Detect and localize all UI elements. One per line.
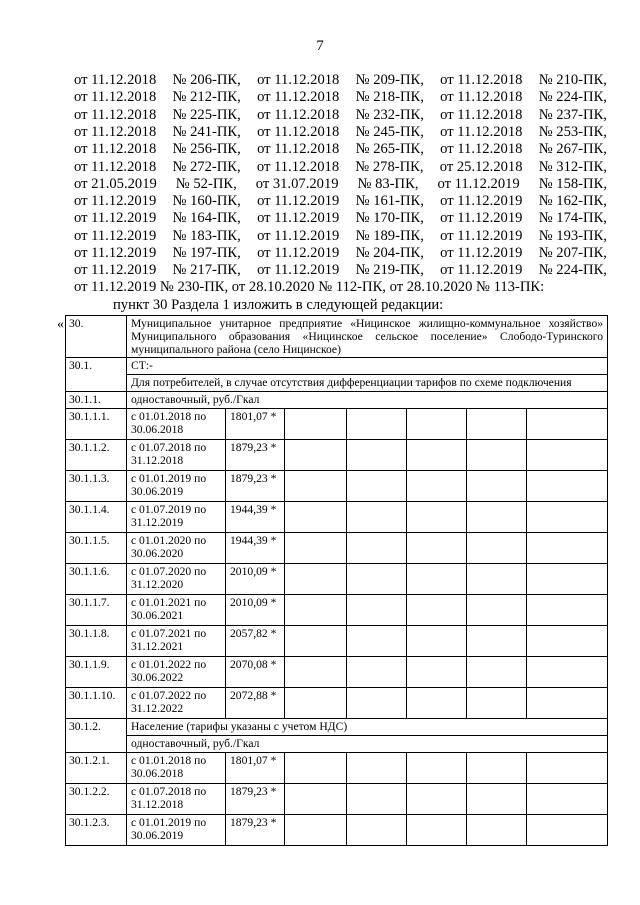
order-date: от 11.12.2019 xyxy=(257,227,340,244)
order-date: от 11.12.2019 xyxy=(257,210,340,227)
empty-cell xyxy=(347,533,407,564)
empty-cell xyxy=(467,533,527,564)
tariff-value: 1879,23 * xyxy=(226,784,285,815)
empty-cell xyxy=(527,409,608,440)
period-cell: с 01.01.2019 по 30.06.2019 xyxy=(127,815,226,846)
order-number: № 224-ПК, xyxy=(538,89,607,106)
empty-cell xyxy=(467,753,527,784)
tariff-table xyxy=(65,315,608,846)
empty-cell xyxy=(347,753,407,784)
order-date: от 11.12.2019 xyxy=(74,262,157,279)
empty-cell xyxy=(407,502,467,533)
tariff-row xyxy=(66,784,608,815)
row-number: 30.1.2. xyxy=(66,719,127,753)
tariff-row xyxy=(66,595,608,626)
order-number: № 164-ПК, xyxy=(172,210,241,227)
order-number: № 210-ПК, xyxy=(538,72,607,88)
row-number: 30.1.1.3. xyxy=(66,471,127,502)
empty-cell xyxy=(285,753,347,784)
empty-cell xyxy=(467,688,527,719)
tariff-row xyxy=(66,815,608,846)
order-date: от 11.12.2019 xyxy=(440,193,523,210)
order-date: от 11.12.2018 xyxy=(74,106,157,123)
tariff-value: 1801,07 * xyxy=(226,409,285,440)
empty-cell xyxy=(467,595,527,626)
order-number: № 225-ПК, xyxy=(172,106,241,123)
empty-cell xyxy=(407,440,467,471)
order-date: от 11.12.2019 xyxy=(440,262,523,279)
order-date: от 11.12.2019 xyxy=(440,245,523,261)
order-date: от 11.12.2019 xyxy=(440,210,523,227)
empty-cell xyxy=(347,440,407,471)
empty-cell xyxy=(347,688,407,719)
empty-cell xyxy=(285,626,347,657)
empty-cell xyxy=(285,688,347,719)
order-date: от 25.12.2018 xyxy=(439,158,523,175)
order-number: № 193-ПК, xyxy=(538,227,607,244)
empty-cell xyxy=(407,595,467,626)
empty-cell xyxy=(347,626,407,657)
tariff-value: 1801,07 * xyxy=(226,753,285,784)
order-list-line xyxy=(74,209,607,227)
order-number: № 183-ПК, xyxy=(172,227,241,244)
order-number: № 232-ПК, xyxy=(355,106,424,123)
empty-cell xyxy=(527,626,608,657)
order-number: № 204-ПК, xyxy=(355,245,424,261)
row-number: 30.1. xyxy=(66,358,127,392)
empty-cell xyxy=(285,815,347,846)
opening-quote: « xyxy=(57,317,64,332)
empty-cell xyxy=(527,564,608,595)
empty-cell xyxy=(407,471,467,502)
amendment-intro: пункт 30 Раздела 1 изложить в следующей редакции: xyxy=(113,297,444,313)
empty-cell xyxy=(467,471,527,502)
empty-cell xyxy=(527,688,608,719)
empty-cell xyxy=(467,657,527,688)
order-number: № 161-ПК, xyxy=(355,193,424,210)
order-date: от 11.12.2018 xyxy=(440,123,523,140)
empty-cell xyxy=(285,784,347,815)
order-date: от 11.12.2018 xyxy=(257,89,340,106)
order-list-line xyxy=(74,261,607,279)
empty-cell xyxy=(467,784,527,815)
order-number: № 83-ПК, xyxy=(357,175,419,192)
period-cell: с 01.07.2020 по 31.12.2020 xyxy=(127,564,226,595)
row-number: 30.1.1.10. xyxy=(66,688,127,719)
order-date: от 11.12.2018 xyxy=(74,89,157,106)
empty-cell xyxy=(347,564,407,595)
order-number: № 272-ПК, xyxy=(172,158,241,175)
order-date: от 11.12.2019 xyxy=(257,193,340,210)
empty-cell xyxy=(527,595,608,626)
empty-cell xyxy=(347,657,407,688)
tariff-value: 1879,23 * xyxy=(226,471,285,502)
row-number: 30.1.1.5. xyxy=(66,533,127,564)
period-cell: с 01.07.2021 по 31.12.2021 xyxy=(127,626,226,657)
tariff-row xyxy=(66,626,608,657)
tariff-row xyxy=(66,440,608,471)
empty-cell xyxy=(467,626,527,657)
order-list-line xyxy=(74,158,607,176)
section-label: Население (тарифы указаны с учетом НДС) xyxy=(127,719,608,736)
table-head-row xyxy=(66,316,608,358)
empty-cell xyxy=(285,440,347,471)
section-row xyxy=(66,375,608,392)
tariff-row xyxy=(66,657,608,688)
order-number: № 312-ПК, xyxy=(538,158,607,175)
period-cell: с 01.07.2018 по 31.12.2018 xyxy=(127,440,226,471)
empty-cell xyxy=(527,657,608,688)
subsection-label: одноставочный, руб./Гкал xyxy=(127,736,608,753)
empty-cell xyxy=(527,784,608,815)
section-description: Для потребителей, в случае отсутствия дифференциации тарифов по схеме подключения xyxy=(127,375,608,392)
tariff-value: 1944,39 * xyxy=(226,502,285,533)
order-date: от 11.12.2018 xyxy=(74,123,157,140)
empty-cell xyxy=(285,409,347,440)
order-number: № 162-ПК, xyxy=(538,193,607,210)
empty-cell xyxy=(407,533,467,564)
order-number: № 241-ПК, xyxy=(172,123,241,140)
row-number: 30.1.1.4. xyxy=(66,502,127,533)
row-number: 30.1.1.9. xyxy=(66,657,127,688)
order-number: № 219-ПК, xyxy=(355,262,424,279)
empty-cell xyxy=(347,815,407,846)
order-number: № 278-ПК, xyxy=(355,158,424,175)
order-date: от 11.12.2018 xyxy=(74,141,157,158)
row-number: 30.1.2.1. xyxy=(66,753,127,784)
order-date: от 11.12.2018 xyxy=(257,141,340,158)
order-list-line xyxy=(74,71,607,89)
order-number: № 52-ПК, xyxy=(175,175,237,192)
empty-cell xyxy=(527,440,608,471)
order-date: от 11.12.2018 xyxy=(257,123,340,140)
order-date: от 11.12.2019 xyxy=(257,245,340,261)
page-number: 7 xyxy=(316,38,324,54)
tariff-row xyxy=(66,564,608,595)
subsection-label: одноставочный, руб./Гкал xyxy=(127,392,608,409)
order-list-line xyxy=(74,175,607,193)
order-date: от 11.12.2019 xyxy=(74,227,157,244)
order-number: № 212-ПК, xyxy=(172,89,241,106)
tariff-row xyxy=(66,533,608,564)
row-number: 30.1.2.2. xyxy=(66,784,127,815)
empty-cell xyxy=(467,440,527,471)
order-number: № 174-ПК, xyxy=(538,210,607,227)
order-date: от 11.12.2019 xyxy=(437,175,520,192)
order-date: от 11.12.2018 xyxy=(440,106,523,123)
empty-cell xyxy=(285,502,347,533)
row-number: 30. xyxy=(66,316,127,358)
section-label: СТ:- xyxy=(127,358,608,375)
period-cell: с 01.07.2022 по 31.12.2022 xyxy=(127,688,226,719)
empty-cell xyxy=(467,564,527,595)
order-number: № 158-ПК, xyxy=(538,175,607,192)
row-number: 30.1.1.2. xyxy=(66,440,127,471)
order-date: от 21.05.2019 xyxy=(74,175,157,192)
empty-cell xyxy=(285,533,347,564)
order-number: № 265-ПК, xyxy=(355,141,424,158)
row-number: 30.1.1.7. xyxy=(66,595,127,626)
tariff-row xyxy=(66,409,608,440)
order-date: от 11.12.2019 xyxy=(257,262,340,279)
order-number: № 217-ПК, xyxy=(172,262,241,279)
period-cell: с 01.07.2018 по 31.12.2018 xyxy=(127,784,226,815)
empty-cell xyxy=(347,471,407,502)
section-row xyxy=(66,719,608,736)
empty-cell xyxy=(285,657,347,688)
tariff-value: 1879,23 * xyxy=(226,440,285,471)
empty-cell xyxy=(285,564,347,595)
subsection-row xyxy=(66,392,608,409)
order-list-line xyxy=(74,106,607,124)
order-date: от 11.12.2018 xyxy=(440,89,523,106)
empty-cell xyxy=(527,502,608,533)
empty-cell xyxy=(407,784,467,815)
order-date: от 31.07.2019 xyxy=(255,175,339,192)
period-cell: с 01.01.2019 по 30.06.2019 xyxy=(127,471,226,502)
empty-cell xyxy=(527,815,608,846)
order-number: № 189-ПК, xyxy=(355,227,424,244)
order-number: № 267-ПК, xyxy=(538,141,607,158)
order-list-line xyxy=(74,192,607,210)
order-number: № 237-ПК, xyxy=(538,106,607,123)
tariff-value: 2070,08 * xyxy=(226,657,285,688)
order-number: № 256-ПК, xyxy=(172,141,241,158)
row-number: 30.1.2.3. xyxy=(66,815,127,846)
empty-cell xyxy=(347,595,407,626)
order-date: от 11.12.2018 xyxy=(257,72,340,88)
order-list-last-line: от 11.12.2019 № 230-ПК, от 28.10.2020 № 112-ПК, от 28.10.2020 № 113-ПК: xyxy=(74,279,545,295)
section-row xyxy=(66,358,608,375)
period-cell: с 01.01.2018 по 30.06.2018 xyxy=(127,753,226,784)
period-cell: с 01.01.2018 по 30.06.2018 xyxy=(127,409,226,440)
empty-cell xyxy=(467,502,527,533)
row-number: 30.1.1.1. xyxy=(66,409,127,440)
empty-cell xyxy=(407,409,467,440)
row-number: 30.1.1.8. xyxy=(66,626,127,657)
period-cell: с 01.01.2022 по 30.06.2022 xyxy=(127,657,226,688)
order-number: № 207-ПК, xyxy=(538,245,607,261)
order-list-line xyxy=(74,88,607,106)
order-list-line xyxy=(74,227,607,245)
order-number: № 209-ПК, xyxy=(355,72,424,88)
order-list-line xyxy=(74,140,607,158)
empty-cell xyxy=(347,409,407,440)
tariff-value: 1944,39 * xyxy=(226,533,285,564)
order-date: от 11.12.2019 xyxy=(74,245,157,261)
tariff-value: 2057,82 * xyxy=(226,626,285,657)
empty-cell xyxy=(407,815,467,846)
empty-cell xyxy=(407,626,467,657)
empty-cell xyxy=(347,784,407,815)
order-date: от 11.12.2018 xyxy=(257,106,340,123)
order-date: от 11.12.2018 xyxy=(74,72,157,88)
period-cell: с 01.01.2021 по 30.06.2021 xyxy=(127,595,226,626)
order-date: от 11.12.2019 xyxy=(74,193,157,210)
tariff-row xyxy=(66,688,608,719)
row-number: 30.1.1. xyxy=(66,392,127,409)
empty-cell xyxy=(407,564,467,595)
empty-cell xyxy=(467,815,527,846)
order-date: от 11.12.2018 xyxy=(74,158,157,175)
tariff-value: 1879,23 * xyxy=(226,815,285,846)
organization-name: Муниципальное унитарное предприятие «Ницинское жилищно-коммунальное хозяйство» Муниципального образования «Ницинское сельское поселение» Слободо-Туринского муниципального района (село Ницинское) xyxy=(127,316,608,358)
period-cell: с 01.01.2020 по 30.06.2020 xyxy=(127,533,226,564)
empty-cell xyxy=(407,657,467,688)
empty-cell xyxy=(527,533,608,564)
section-row xyxy=(66,736,608,753)
empty-cell xyxy=(347,502,407,533)
order-number: № 160-ПК, xyxy=(172,193,241,210)
order-date: от 11.12.2018 xyxy=(440,72,523,88)
order-number: № 197-ПК, xyxy=(172,245,241,261)
tariff-row xyxy=(66,471,608,502)
empty-cell xyxy=(527,471,608,502)
empty-cell xyxy=(407,688,467,719)
order-number: № 245-ПК, xyxy=(355,123,424,140)
empty-cell xyxy=(285,595,347,626)
empty-cell xyxy=(467,409,527,440)
order-date: от 11.12.2019 xyxy=(440,227,523,244)
period-cell: с 01.07.2019 по 31.12.2019 xyxy=(127,502,226,533)
order-number: № 253-ПК, xyxy=(538,123,607,140)
order-date: от 11.12.2018 xyxy=(256,158,340,175)
empty-cell xyxy=(407,753,467,784)
row-number: 30.1.1.6. xyxy=(66,564,127,595)
order-number: № 218-ПК, xyxy=(355,89,424,106)
tariff-value: 2010,09 * xyxy=(226,595,285,626)
order-date: от 11.12.2018 xyxy=(440,141,523,158)
tariff-value: 2010,09 * xyxy=(226,564,285,595)
empty-cell xyxy=(285,471,347,502)
tariff-row xyxy=(66,753,608,784)
tariff-row xyxy=(66,502,608,533)
order-date: от 11.12.2019 xyxy=(74,210,157,227)
tariff-value: 2072,88 * xyxy=(226,688,285,719)
order-list-line xyxy=(74,244,607,262)
empty-cell xyxy=(527,753,608,784)
order-list-line xyxy=(74,123,607,141)
order-number: № 170-ПК, xyxy=(355,210,424,227)
order-number: № 206-ПК, xyxy=(172,72,241,88)
order-number: № 224-ПК, xyxy=(538,262,607,279)
